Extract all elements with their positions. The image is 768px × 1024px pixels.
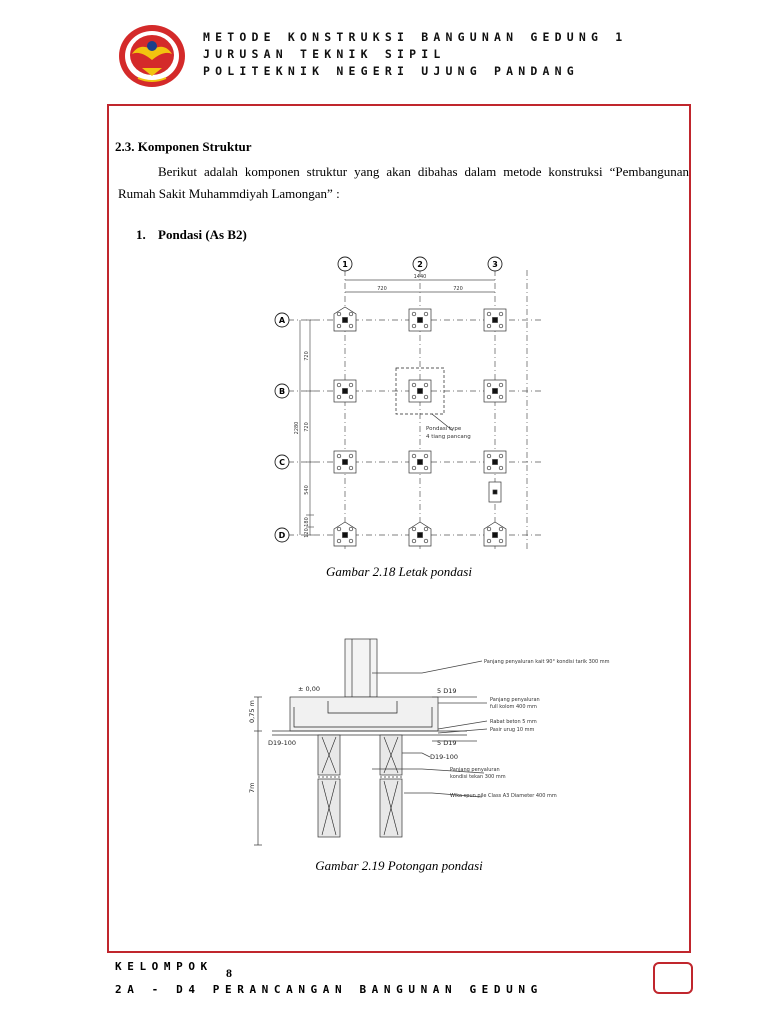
column-mark — [343, 389, 348, 394]
pile-mark — [424, 454, 428, 458]
column-mark — [418, 318, 423, 323]
callout-line-1: Pondasi type — [426, 426, 462, 432]
pile-mark — [487, 539, 491, 543]
pile-mark — [499, 527, 503, 531]
pile-mark — [499, 324, 503, 328]
note-column-2: full kolom 400 mm — [490, 704, 537, 710]
note-anchorage: Panjang penyaluran kait 90° kondisi tarik 300 mm — [484, 659, 610, 665]
pile-mark — [487, 312, 491, 316]
column-mark — [418, 460, 423, 465]
pile-mark — [499, 383, 503, 387]
note-compression-2: kondisi tekan 300 mm — [450, 774, 506, 780]
pile-mark — [499, 539, 503, 543]
dim-span-1: 720 — [377, 286, 387, 292]
pile-mark — [412, 539, 416, 543]
pile-mark — [349, 383, 353, 387]
pile-mark — [487, 395, 491, 399]
column-mark — [343, 460, 348, 465]
dim-cap-height: 0,75 m — [248, 700, 256, 723]
pile-mark — [412, 454, 416, 458]
pile-mark — [487, 324, 491, 328]
column-mark — [493, 318, 498, 323]
pile-mark — [337, 527, 341, 531]
pile-mark — [349, 466, 353, 470]
pile-mark — [337, 383, 341, 387]
pile-mark — [499, 454, 503, 458]
dim-v1: 720 — [304, 351, 310, 361]
row-label-b: B — [278, 387, 286, 396]
dim-v4: 180 — [304, 517, 310, 527]
row-label-c: C — [279, 458, 285, 467]
col-label-2: 2 — [417, 260, 423, 269]
foundation-section-drawing — [232, 633, 610, 851]
header-course-title: METODE KONSTRUKSI BANGUNAN GEDUNG 1 — [203, 30, 628, 44]
column-mark — [343, 318, 348, 323]
pile-mark — [337, 539, 341, 543]
pile-mark — [349, 324, 353, 328]
pile-mark — [487, 383, 491, 387]
foundation-layout-drawing — [262, 250, 547, 553]
pile-mark — [337, 466, 341, 470]
pile-mark — [337, 312, 341, 316]
pile-mark — [337, 324, 341, 328]
pile-mark — [487, 466, 491, 470]
pile-mark — [412, 324, 416, 328]
dim-v3: 540 — [304, 485, 310, 495]
figure2-caption: Gambar 2.19 Potongan pondasi — [315, 858, 483, 873]
item-heading — [136, 227, 247, 243]
pile-mark — [424, 539, 428, 543]
column-mark — [493, 389, 498, 394]
dim-span-2: 720 — [453, 286, 463, 292]
section-heading: 2.3. Komponen Struktur — [115, 139, 252, 154]
pile-mark — [424, 466, 428, 470]
column-mark — [493, 533, 498, 538]
col-label-1: 1 — [342, 260, 348, 269]
column-mark — [493, 490, 497, 494]
pile-mark — [424, 383, 428, 387]
footer-group: KELOMPOK — [115, 960, 213, 973]
pile-mark — [337, 395, 341, 399]
pile-mark — [349, 312, 353, 316]
dim-pile-length: 7m — [248, 782, 256, 793]
item-title: Pondasi (As B2) — [158, 227, 247, 242]
note-spun-pile: Wika spun pile Class A3 Diameter 400 mm — [450, 793, 557, 799]
col-label-3: 3 — [492, 260, 498, 269]
bar-left: D19-100 — [268, 739, 297, 747]
rebar-bottom: 5 D19 — [437, 739, 457, 747]
pile-mark — [424, 312, 428, 316]
dim-v-total: 2280 — [294, 421, 300, 435]
pile-mark — [349, 454, 353, 458]
column-mark — [343, 533, 348, 538]
note-rabat: Rabat beton 5 mm — [490, 719, 537, 725]
pile-mark — [349, 395, 353, 399]
elevation-label: ± 0,00 — [298, 685, 320, 693]
figure1-caption: Gambar 2.18 Letak pondasi — [326, 564, 472, 579]
dim-v5: 120 — [304, 528, 310, 538]
column-mark — [493, 460, 498, 465]
bar-right: D19-100 — [430, 753, 459, 761]
column-mark — [418, 533, 423, 538]
header-institution: POLITEKNIK NEGERI UJUNG PANDANG — [203, 64, 579, 78]
pile-mark — [499, 395, 503, 399]
pile-mark — [499, 312, 503, 316]
pile-mark — [499, 466, 503, 470]
pile-mark — [412, 527, 416, 531]
pile-mark — [349, 527, 353, 531]
header-department: JURUSAN TEKNIK SIPIL — [203, 47, 446, 61]
footer-program: 2A - D4 PERANCANGAN BANGUNAN GEDUNG — [115, 983, 543, 996]
callout-line-2: 4 tiang pancang — [426, 434, 471, 440]
pile-mark — [424, 395, 428, 399]
body-paragraph: Berikut adalah komponen struktur yang akan dibahas dalam metode konstruksi “Pembangunan Rumah Sakit Muhammdiyah Lamongan” : — [118, 164, 689, 201]
dim-total: 1440 — [413, 274, 427, 280]
pile-mark — [349, 539, 353, 543]
row-label-d: D — [278, 531, 286, 540]
institution-logo — [118, 24, 186, 88]
row-label-a: A — [278, 316, 286, 325]
rebar-top: 5 D19 — [437, 687, 457, 695]
grid-bubbles — [275, 257, 502, 542]
note-compression-1: Panjang penyaluran — [450, 767, 500, 773]
pile-mark — [412, 383, 416, 387]
column-mark — [418, 389, 423, 394]
pile-mark — [487, 527, 491, 531]
note-pasir: Pasir urug 10 mm — [490, 727, 535, 733]
pile-mark — [487, 454, 491, 458]
note-column-1: Panjang penyaluran — [490, 697, 540, 703]
page-number: 8 — [226, 966, 232, 980]
item-number: 1. — [136, 227, 146, 242]
pile-mark — [337, 454, 341, 458]
pile-mark — [412, 395, 416, 399]
pile-mark — [412, 466, 416, 470]
pile-mark — [412, 312, 416, 316]
pile-mark — [424, 324, 428, 328]
dim-v2: 720 — [304, 422, 310, 432]
pile-mark — [424, 527, 428, 531]
page-number-box — [653, 962, 693, 994]
